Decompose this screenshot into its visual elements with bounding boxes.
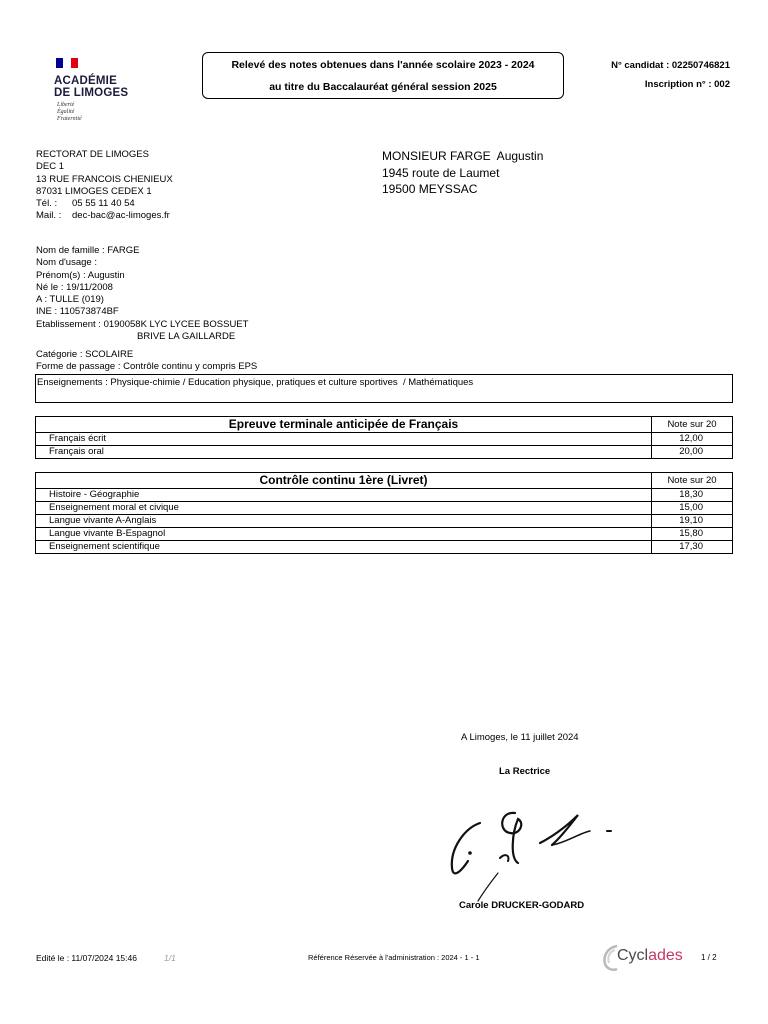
note-column-header: Note sur 20 [652, 417, 733, 433]
flag-red [71, 58, 78, 68]
subject-name: Enseignement scientifique [36, 541, 652, 554]
french-flag-icon [56, 58, 78, 68]
sender-line2: DEC 1 [36, 161, 64, 173]
grades-table-french [35, 416, 733, 459]
subject-name: Enseignement moral et civique [36, 502, 652, 515]
category: Catégorie : SCOLAIRE [36, 349, 134, 360]
table-row [36, 528, 733, 541]
recipient-name: MONSIEUR FARGE Augustin [382, 149, 544, 163]
motto-fraternite: Fraternité [57, 116, 82, 122]
table-header-row [36, 417, 733, 433]
cyclades-logo [601, 942, 691, 972]
inscription-number: Inscription n° : 002 [644, 79, 730, 90]
edited-date: Edité le : 11/07/2024 15:46 [36, 953, 137, 963]
sender-line4: 87031 LIMOGES CEDEX 1 [36, 185, 152, 197]
admin-reference: Référence Réservée à l'administration : 2024 - 1 - 1 [308, 953, 480, 962]
document-title: Relevé des notes obtenues dans l'année scolaire 2023 - 2024 [231, 59, 535, 71]
exam-category [36, 349, 257, 374]
subject-name: Histoire - Géographie [36, 489, 652, 502]
signature-date: A Limoges, le 11 juillet 2024 [461, 732, 579, 743]
document-subtitle: au titre du Baccalauréat général session 2025 [269, 81, 497, 93]
signatory-role: La Rectrice [499, 766, 551, 777]
sender-mail-row [36, 210, 173, 222]
flag-blue [56, 58, 63, 68]
table-row [36, 489, 733, 502]
flag-white [63, 58, 71, 68]
subject-name: Langue vivante B-Espagnol [36, 528, 652, 541]
school: Etablissement : 0190058K LYC LYCEE BOSSUET [36, 318, 249, 330]
subject-grade: 20,00 [652, 446, 733, 459]
table-title: Epreuve terminale anticipée de Français [36, 417, 652, 433]
birth-place: A : TULLE (019) [36, 294, 104, 306]
subject-grade: 18,30 [652, 489, 733, 502]
sender-address [36, 149, 173, 223]
table-row [36, 446, 733, 459]
grades-table-continuous [35, 472, 733, 554]
subject-grade: 17,30 [652, 541, 733, 554]
logo-name [54, 75, 128, 99]
document-title-box [202, 52, 564, 99]
cyclades-wordmark [617, 947, 683, 965]
brand-part2: ades [648, 947, 683, 964]
phone-label: Tél. : [36, 198, 58, 210]
subject-name: Français oral [36, 446, 652, 459]
subject-grade: 19,10 [652, 515, 733, 528]
handwritten-signature [440, 793, 620, 903]
subject-name: Langue vivante A-Anglais [36, 515, 652, 528]
mail-value: dec-bac@ac-limoges.fr [72, 210, 170, 222]
mail-label: Mail. : [36, 210, 62, 222]
school-city: BRIVE LA GAILLARDE [137, 331, 236, 343]
table-row [36, 541, 733, 554]
subject-grade: 12,00 [652, 433, 733, 446]
note-column-header: Note sur 20 [652, 473, 733, 489]
subject-grade: 15,80 [652, 528, 733, 541]
candidate-info [611, 56, 730, 94]
motto-egalite: Égalité [57, 109, 75, 115]
academie-logo [48, 55, 143, 130]
recipient-street: 1945 route de Laumet [382, 165, 500, 180]
phone-value: 05 55 11 40 54 [72, 198, 135, 210]
ine-number: INE : 110573874BF [36, 306, 119, 318]
birth-date: Né le : 19/11/2008 [36, 281, 113, 293]
page-number: 1 / 2 [701, 953, 717, 962]
specialties-box: Enseignements : Physique-chimie / Education physique, pratiques et culture sportives / Mathématiques [35, 374, 733, 403]
table-row [36, 515, 733, 528]
brand-part1: Cycl [617, 947, 649, 964]
table-row [36, 502, 733, 515]
table-header-row [36, 473, 733, 489]
page-mark: 1/1 [164, 953, 176, 963]
family-name: Nom de famille : FARGE [36, 245, 140, 256]
subject-name: Français écrit [36, 433, 652, 446]
usage-name: Nom d'usage : [36, 257, 97, 269]
recipient-address [382, 148, 543, 198]
signatory-name: Carole DRUCKER-GODARD [459, 900, 585, 911]
motto-liberte: Liberté [57, 102, 75, 108]
logo-name-line1: ACADÉMIE [54, 75, 117, 87]
candidate-number: N° candidat : 02250746821 [611, 60, 730, 71]
exam-mode: Forme de passage : Contrôle continu y compris EPS [36, 361, 258, 373]
table-row [36, 433, 733, 446]
sender-phone-row [36, 198, 173, 210]
sender-line3: 13 RUE FRANCOIS CHENIEUX [36, 173, 173, 185]
first-name: Prénom(s) : Augustin [36, 269, 125, 281]
table-title: Contrôle continu 1ère (Livret) [36, 473, 652, 489]
recipient-city: 19500 MEYSSAC [382, 182, 478, 196]
student-identity [36, 245, 248, 343]
republic-motto [57, 102, 82, 123]
subject-grade: 15,00 [652, 502, 733, 515]
sender-line1: RECTORAT DE LIMOGES [36, 149, 149, 160]
logo-name-line2: DE LIMOGES [54, 87, 129, 99]
